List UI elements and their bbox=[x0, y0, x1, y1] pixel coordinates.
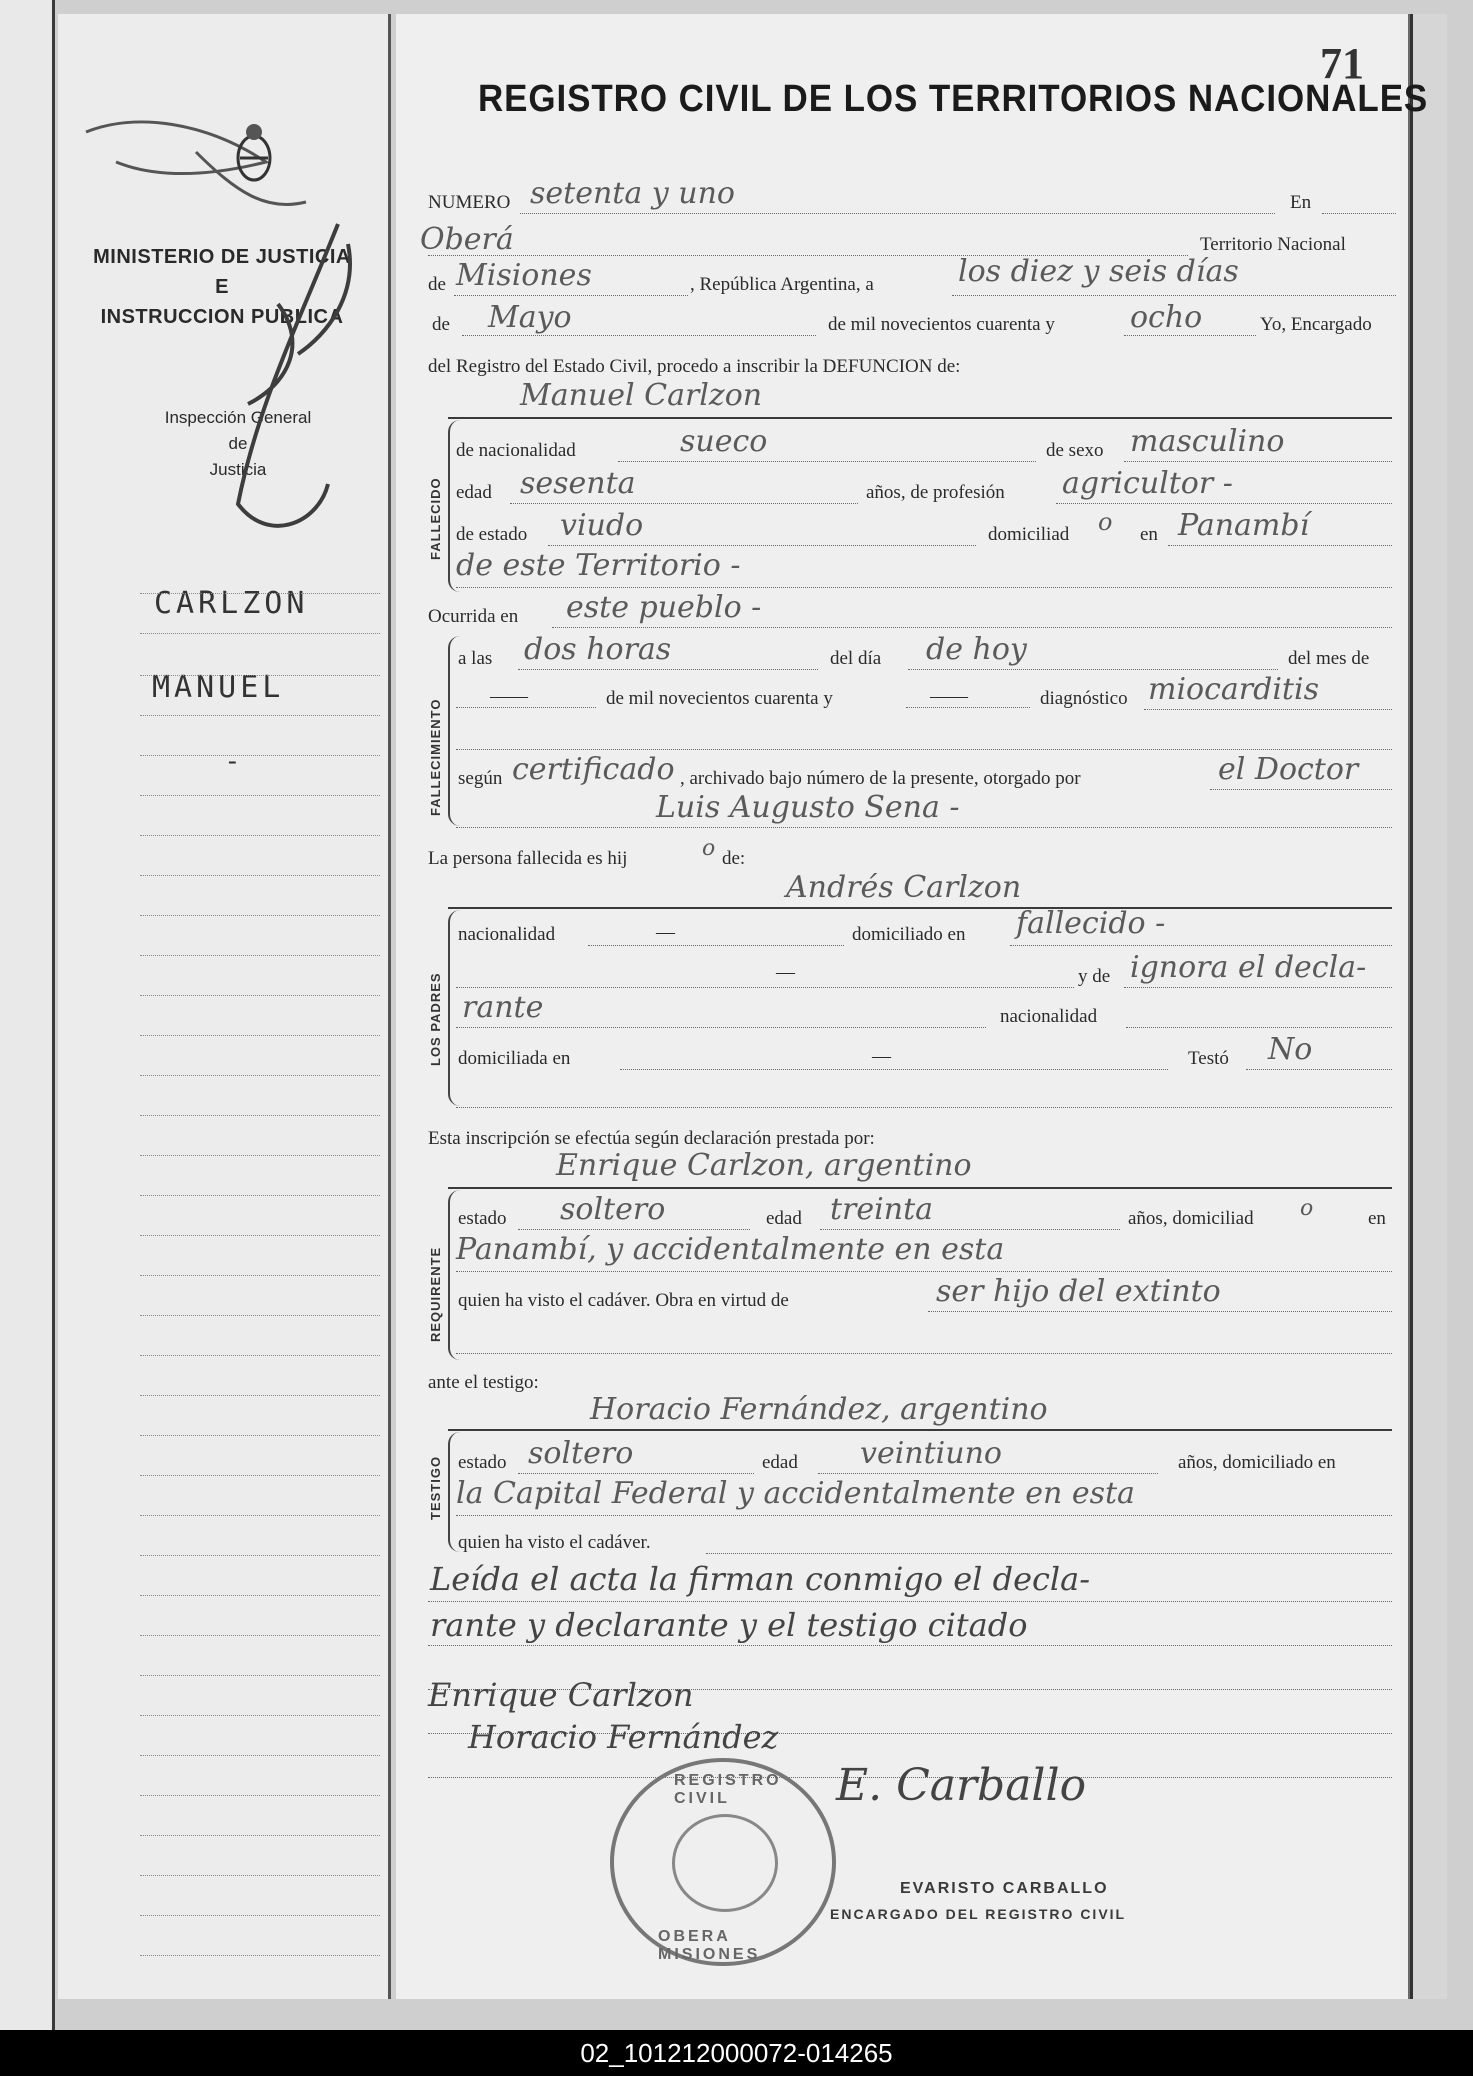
doctor-line bbox=[456, 826, 1392, 828]
document-header: REGISTRO CIVIL DE LOS TERRITORIOS NACIONALES bbox=[478, 78, 1429, 120]
mother-name-line bbox=[1124, 986, 1392, 988]
tes-dom-line bbox=[456, 1514, 1392, 1516]
stub-rule bbox=[140, 1354, 380, 1356]
requirente-name: Enrique Carlzon, argentino bbox=[556, 1148, 972, 1183]
signature-officer: E. Carballo bbox=[836, 1760, 1087, 1811]
diagnostico-line bbox=[1144, 708, 1392, 710]
numero-value: setenta y uno bbox=[530, 176, 735, 211]
padres-side-label: LOS PADRES bbox=[428, 972, 443, 1066]
inspection-line-3: Justicia bbox=[209, 460, 267, 479]
signature-witness: Horacio Fernández bbox=[468, 1718, 779, 1756]
numero-label: NUMERO bbox=[428, 192, 511, 213]
dia-line bbox=[908, 668, 1278, 670]
mes-dash: —— bbox=[490, 686, 528, 707]
en-line bbox=[1322, 212, 1396, 214]
stub-rule bbox=[140, 1154, 380, 1156]
a-las-label: a las bbox=[458, 648, 493, 669]
stub-rule bbox=[140, 1674, 380, 1676]
seal-bottom-text: OBERA MISIONES bbox=[658, 1928, 761, 1963]
seal-emblem-icon bbox=[672, 1814, 778, 1912]
stub-rule bbox=[140, 1234, 380, 1236]
ministry-line-1: MINISTERIO DE JUSTICIA bbox=[93, 246, 351, 268]
stub-rule bbox=[140, 1634, 380, 1636]
padre-domiciliado-value: fallecido - bbox=[1016, 906, 1166, 941]
place-value: Oberá bbox=[420, 222, 514, 257]
tes-estado-line bbox=[518, 1472, 754, 1474]
stub-rule bbox=[140, 1794, 380, 1796]
otorgado-value: el Doctor bbox=[1218, 752, 1359, 787]
signature-declarant: Enrique Carlzon bbox=[428, 1676, 694, 1714]
tes-edad-value: veintiuno bbox=[860, 1436, 1002, 1471]
del-dia-label: del día bbox=[830, 648, 882, 669]
seal-top-text: REGISTRO CIVIL bbox=[674, 1772, 782, 1807]
anos-profesion-label: años, de profesión bbox=[866, 482, 1005, 503]
declaracion-label: Esta inscripción se efectúa según declaración prestada por: bbox=[428, 1128, 875, 1149]
encargado-label: Yo, Encargado bbox=[1260, 314, 1372, 335]
stub-rule bbox=[140, 632, 380, 634]
segun-label: según bbox=[458, 768, 503, 789]
tes-anos-label: años, domiciliado en bbox=[1178, 1452, 1336, 1473]
req-estado-line bbox=[518, 1228, 750, 1230]
domicilio-suffix: o bbox=[1098, 508, 1113, 536]
domicilio-continuation: de este Territorio - bbox=[456, 548, 741, 583]
officer-name: EVARISTO CARBALLO bbox=[900, 1880, 1109, 1897]
republica-label: , República Argentina, a bbox=[690, 274, 874, 295]
month-value: Mayo bbox=[488, 300, 572, 335]
page-number: 71 bbox=[1320, 39, 1364, 88]
hora-value: dos horas bbox=[524, 632, 672, 667]
stub-rule bbox=[140, 1394, 380, 1396]
de2-label: de bbox=[432, 314, 450, 335]
req-en-label: en bbox=[1368, 1208, 1386, 1229]
stub-rule bbox=[140, 1074, 380, 1076]
tes-visto-label: quien ha visto el cadáver. bbox=[458, 1532, 651, 1553]
req-dom-line bbox=[456, 1270, 1392, 1272]
sexo-value: masculino bbox=[1130, 424, 1285, 459]
day-value: los diez y seis días bbox=[958, 254, 1239, 289]
deceased-name: Manuel Carlzon bbox=[520, 378, 763, 413]
anio-label: de mil novecientos cuarenta y bbox=[606, 688, 833, 709]
mother-name-2: rante bbox=[462, 990, 544, 1025]
stub-rule bbox=[140, 1114, 380, 1116]
tes-edad-label: edad bbox=[762, 1452, 798, 1473]
req-virtud-line bbox=[928, 1310, 1392, 1312]
tes-dom-value: la Capital Federal y accidentalmente en esta bbox=[456, 1476, 1135, 1511]
testigo-name-line bbox=[448, 1428, 1392, 1431]
ocurrida-label: Ocurrida en bbox=[428, 606, 519, 627]
closing-line-2: rante y declarante y el testigo citado bbox=[430, 1606, 1028, 1644]
req-dom-suffix: o bbox=[1300, 1196, 1314, 1221]
domiciliada-value: — bbox=[872, 1046, 891, 1067]
large-handwritten-signature bbox=[178, 204, 378, 564]
dia-value: de hoy bbox=[926, 632, 1027, 667]
anio-line bbox=[906, 706, 1030, 708]
nacionalidad-value: sueco bbox=[680, 424, 768, 459]
sexo-line bbox=[1124, 460, 1392, 462]
coat-of-arms-icon bbox=[230, 118, 278, 190]
day-line bbox=[952, 294, 1396, 296]
nacionalidad-label: de nacionalidad bbox=[456, 440, 576, 461]
domicilio-line bbox=[1168, 544, 1392, 546]
padre-blank-line bbox=[456, 986, 1074, 988]
ministry-line-2: E bbox=[215, 276, 229, 298]
official-seal bbox=[610, 1758, 836, 1966]
year-line bbox=[1124, 334, 1256, 336]
segun-value: certificado bbox=[512, 752, 675, 787]
hijo-label: La persona fallecida es hij bbox=[428, 848, 628, 869]
book-right-edge bbox=[1410, 14, 1447, 1999]
stub-rule bbox=[140, 1834, 380, 1836]
profesion-value: agricultor - bbox=[1062, 466, 1233, 501]
blank-line bbox=[456, 748, 1392, 750]
diagnostico-label: diagnóstico bbox=[1040, 688, 1128, 709]
stub-rule bbox=[140, 1874, 380, 1876]
hijo-suffix: o bbox=[702, 836, 716, 861]
officer-title: ENCARGADO DEL REGISTRO CIVIL bbox=[830, 1906, 1127, 1922]
stub-rule bbox=[140, 1034, 380, 1036]
year-value: ocho bbox=[1130, 300, 1203, 335]
ocurrida-value: este pueblo - bbox=[566, 590, 762, 625]
stub-rule bbox=[140, 1514, 380, 1516]
father-name: Andrés Carlzon bbox=[786, 870, 1022, 905]
stub-rule bbox=[140, 874, 380, 876]
req-edad-label: edad bbox=[766, 1208, 802, 1229]
stub-column bbox=[58, 14, 391, 1999]
mother-name-1: ignora el decla- bbox=[1130, 950, 1367, 985]
req-edad-line bbox=[820, 1228, 1120, 1230]
sexo-label: de sexo bbox=[1046, 440, 1104, 461]
stub-rule bbox=[140, 1554, 380, 1556]
stub-rule bbox=[140, 1754, 380, 1756]
numero-line bbox=[520, 212, 1275, 214]
hijo-de-label: de: bbox=[722, 848, 746, 869]
stub-dash: - bbox=[228, 746, 237, 775]
intro-line: del Registro del Estado Civil, procedo a inscribir la DEFUNCION de: bbox=[428, 356, 961, 377]
testo-label: Testó bbox=[1188, 1048, 1229, 1069]
ocurrida-line bbox=[552, 626, 1392, 628]
requirente-side-label: REQUIRENTE bbox=[428, 1246, 443, 1342]
edad-label: edad bbox=[456, 482, 492, 503]
req-estado-label: estado bbox=[458, 1208, 507, 1229]
padre-nacionalidad-value: — bbox=[656, 922, 675, 943]
tes-estado-label: estado bbox=[458, 1452, 507, 1473]
estado-label: de estado bbox=[456, 524, 528, 545]
madre-nacionalidad-line bbox=[1126, 1026, 1392, 1028]
tes-visto-line bbox=[706, 1552, 1392, 1554]
tes-edad-line bbox=[818, 1472, 1158, 1474]
en-label: En bbox=[1290, 192, 1312, 213]
estado-value: viudo bbox=[560, 508, 644, 543]
nacionalidad-line bbox=[618, 460, 1036, 462]
testo-value: No bbox=[1268, 1032, 1313, 1067]
stub-rule bbox=[140, 1714, 380, 1716]
stub-rule bbox=[140, 1594, 380, 1596]
estado-line bbox=[548, 544, 976, 546]
padre-dash-line: — bbox=[776, 962, 795, 983]
hora-line bbox=[518, 668, 818, 670]
testo-line bbox=[1246, 1068, 1392, 1070]
req-blank-line bbox=[456, 1352, 1392, 1354]
tes-estado-value: soltero bbox=[528, 1436, 634, 1471]
req-anos-label: años, domiciliad bbox=[1128, 1208, 1254, 1229]
inspection-line-1: Inspección General bbox=[164, 408, 312, 427]
domiciliada-line bbox=[620, 1068, 1168, 1070]
mother-name-2-line bbox=[456, 1026, 986, 1028]
stub-rule bbox=[140, 834, 380, 836]
domicilio-label: domiciliad bbox=[988, 524, 1070, 545]
stub-rule bbox=[140, 794, 380, 796]
req-visto-label: quien ha visto el cadáver. Obra en virtud de bbox=[458, 1290, 789, 1311]
territory-value: Misiones bbox=[456, 258, 592, 293]
image-caption: 02_101212000072-014265 bbox=[0, 2030, 1473, 2076]
closing-line-2-rule bbox=[428, 1644, 1392, 1646]
fallecimiento-side-label: FALLECIMIENTO bbox=[428, 698, 443, 816]
territory-line bbox=[454, 294, 688, 296]
domicilio-value: Panambí bbox=[1178, 508, 1310, 543]
stub-surname: CARLZON bbox=[154, 586, 309, 621]
stub-rule bbox=[140, 674, 380, 676]
stub-rule bbox=[140, 914, 380, 916]
anio-dash: —— bbox=[930, 686, 968, 707]
closing-line-1-rule bbox=[428, 1600, 1392, 1602]
de-label: de bbox=[428, 274, 446, 295]
padre-domiciliado-line bbox=[1010, 944, 1392, 946]
stub-given-name: MANUEL bbox=[152, 670, 285, 705]
profesion-line bbox=[1056, 502, 1392, 504]
testigo-side-label: TESTIGO bbox=[428, 1455, 443, 1520]
domicilio-cont-line bbox=[456, 586, 1392, 588]
padre-nacionalidad-label: nacionalidad bbox=[458, 924, 556, 945]
territorio-label: Territorio Nacional bbox=[1200, 234, 1346, 255]
stub-rule bbox=[140, 592, 380, 594]
testigo-label: ante el testigo: bbox=[428, 1372, 539, 1393]
month-line bbox=[462, 334, 816, 336]
edad-value: sesenta bbox=[520, 466, 636, 501]
domiciliada-label: domiciliada en bbox=[458, 1048, 571, 1069]
stub-rule bbox=[140, 714, 380, 716]
stub-rule bbox=[140, 994, 380, 996]
y-de-label: y de bbox=[1078, 966, 1111, 987]
req-dom-value: Panambí, y accidentalmente en esta bbox=[456, 1232, 1005, 1267]
padres-blank-line bbox=[456, 1106, 1392, 1108]
req-estado-value: soltero bbox=[560, 1192, 666, 1227]
stub-rule bbox=[140, 1954, 380, 1956]
del-mes-label: del mes de bbox=[1288, 648, 1370, 669]
stub-rule bbox=[140, 1274, 380, 1276]
stub-rule bbox=[140, 1194, 380, 1196]
stub-rule bbox=[140, 1474, 380, 1476]
ministry-line-3: INSTRUCCION PUBLICA bbox=[100, 306, 344, 328]
fallecido-side-label: FALLECIDO bbox=[428, 477, 443, 560]
stub-rule bbox=[140, 754, 380, 756]
doctor-value: Luis Augusto Sena - bbox=[656, 790, 960, 825]
req-edad-value: treinta bbox=[830, 1192, 934, 1227]
diagnostico-value: miocarditis bbox=[1148, 672, 1319, 707]
req-virtud-value: ser hijo del extinto bbox=[936, 1274, 1221, 1309]
year-label: de mil novecientos cuarenta y bbox=[828, 314, 1055, 335]
otorgado-line bbox=[1210, 788, 1392, 790]
father-name-line bbox=[448, 906, 1392, 909]
mes-line bbox=[456, 706, 596, 708]
padre-nacionalidad-line bbox=[588, 944, 844, 946]
inspection-line-2: de bbox=[228, 434, 248, 453]
madre-nacionalidad-label: nacionalidad bbox=[1000, 1006, 1098, 1027]
previous-page-edge bbox=[0, 0, 55, 2030]
testigo-name: Horacio Fernández, argentino bbox=[590, 1392, 1048, 1427]
deceased-name-line bbox=[448, 416, 1392, 419]
edad-line bbox=[510, 502, 858, 504]
domicilio-en-label: en bbox=[1140, 524, 1158, 545]
archivado-label: , archivado bajo número de la presente, otorgado por bbox=[680, 768, 1081, 789]
stub-rule bbox=[140, 1434, 380, 1436]
requirente-name-line bbox=[448, 1186, 1392, 1189]
stub-rule bbox=[140, 954, 380, 956]
stub-rule bbox=[140, 1914, 380, 1916]
closing-line-1: Leída el acta la firman conmigo el decla- bbox=[430, 1560, 1091, 1598]
stub-rule bbox=[140, 1314, 380, 1316]
padre-domiciliado-label: domiciliado en bbox=[852, 924, 966, 945]
